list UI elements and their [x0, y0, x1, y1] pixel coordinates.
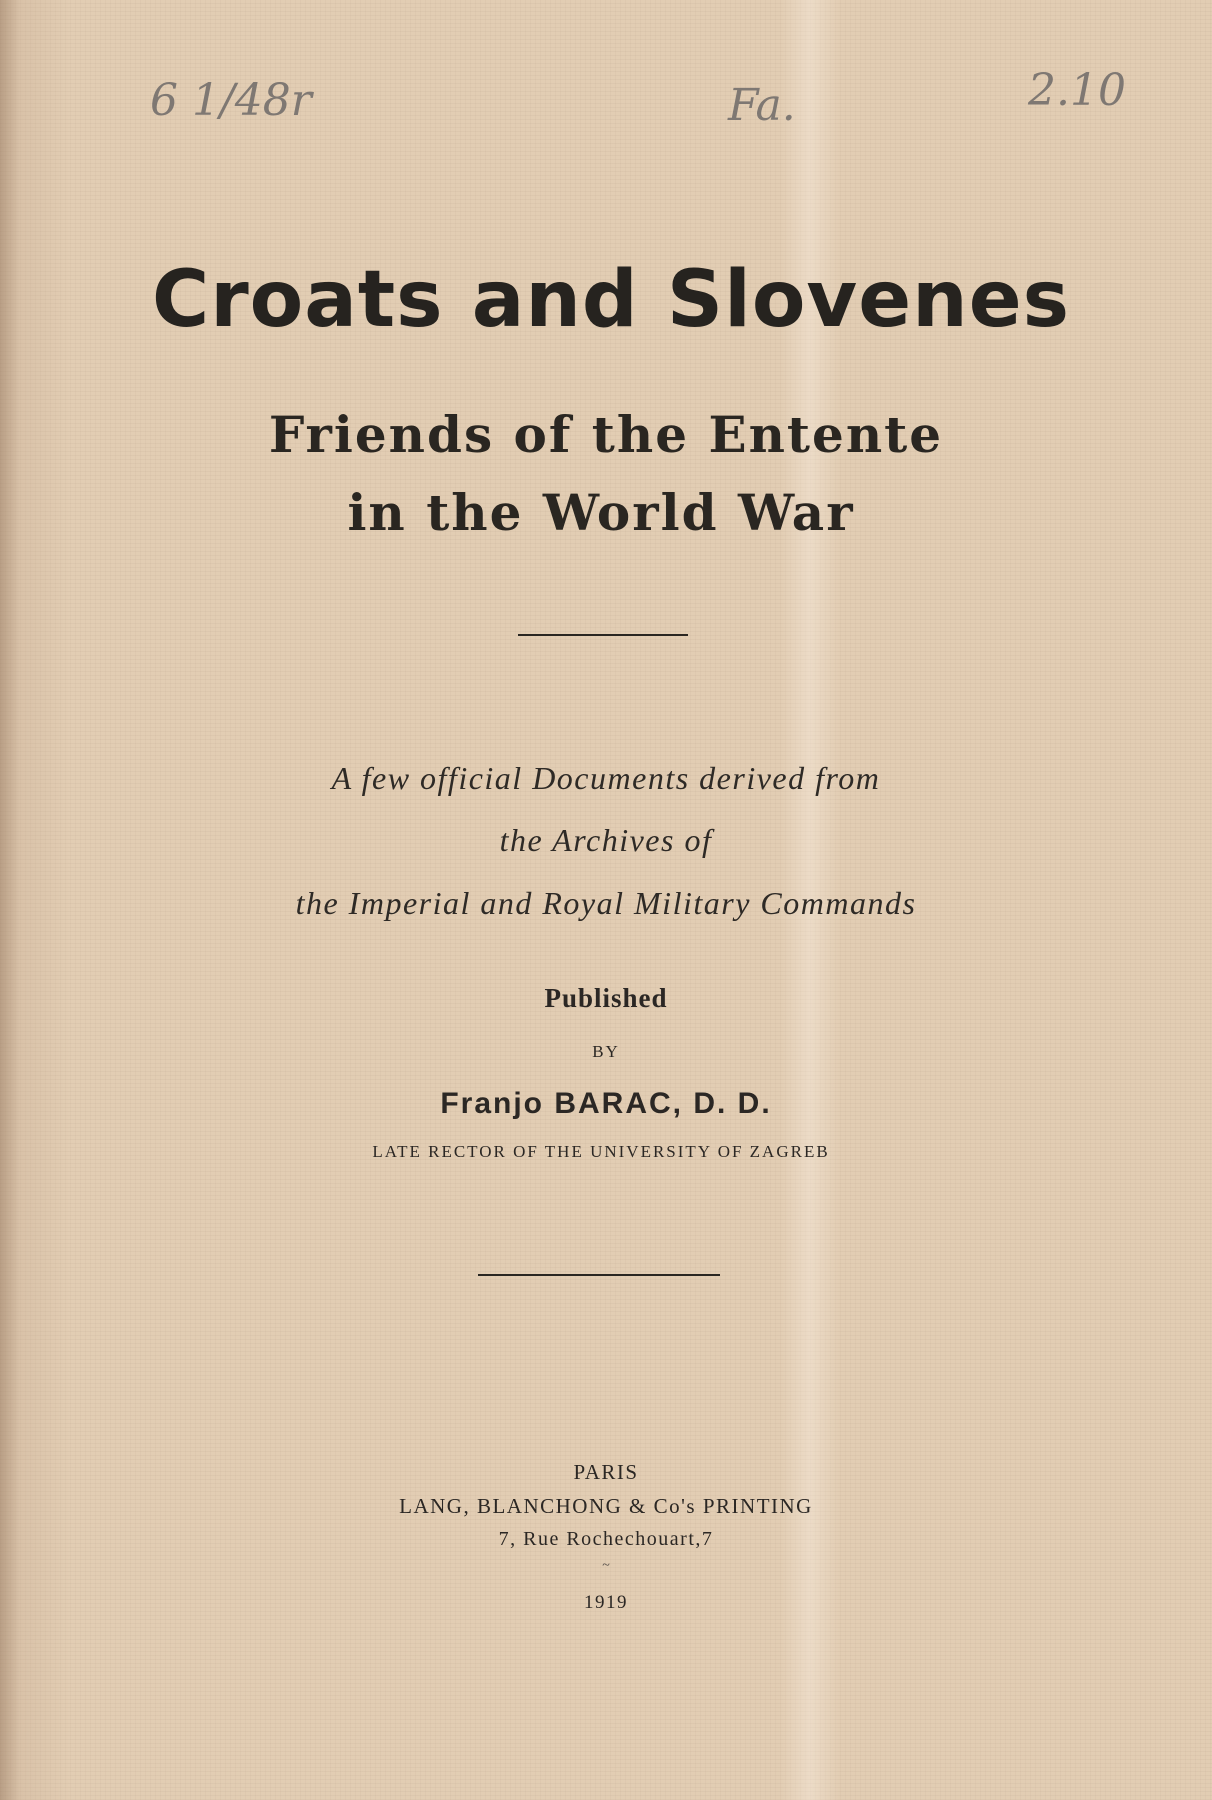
imprint-city: PARIS	[573, 1460, 639, 1484]
subtitle-line-2: in the World War	[347, 483, 855, 542]
subtitle-line-1: Friends of the Entente	[268, 405, 944, 464]
top-divider	[518, 634, 688, 636]
by-label: BY	[592, 1042, 620, 1061]
published-label: Published	[544, 983, 668, 1013]
publication-year: 1919	[584, 1592, 628, 1613]
bottom-divider	[478, 1274, 720, 1276]
description-line-1: A few official Documents derived from	[331, 760, 881, 796]
imprint-printer: LANG, BLANCHONG & Co's PRINTING	[399, 1494, 813, 1518]
author-name: Franjo BARAC, D. D.	[440, 1087, 772, 1120]
handwritten-note-center: Fa.	[728, 80, 796, 131]
author-title: LATE RECTOR OF THE UNIVERSITY OF ZAGREB	[372, 1142, 830, 1161]
description-line-2: the Archives of	[499, 822, 713, 858]
description-line-3: the Imperial and Royal Military Commands	[295, 885, 917, 921]
handwritten-note-left: 6 1/48r	[150, 75, 312, 126]
imprint-address: 7, Rue Rochechouart,7	[498, 1528, 714, 1550]
book-title: Croats and Slovenes	[151, 255, 1071, 345]
imprint-separator: ~	[602, 1558, 610, 1573]
handwritten-note-right: 2.10	[1028, 65, 1126, 116]
